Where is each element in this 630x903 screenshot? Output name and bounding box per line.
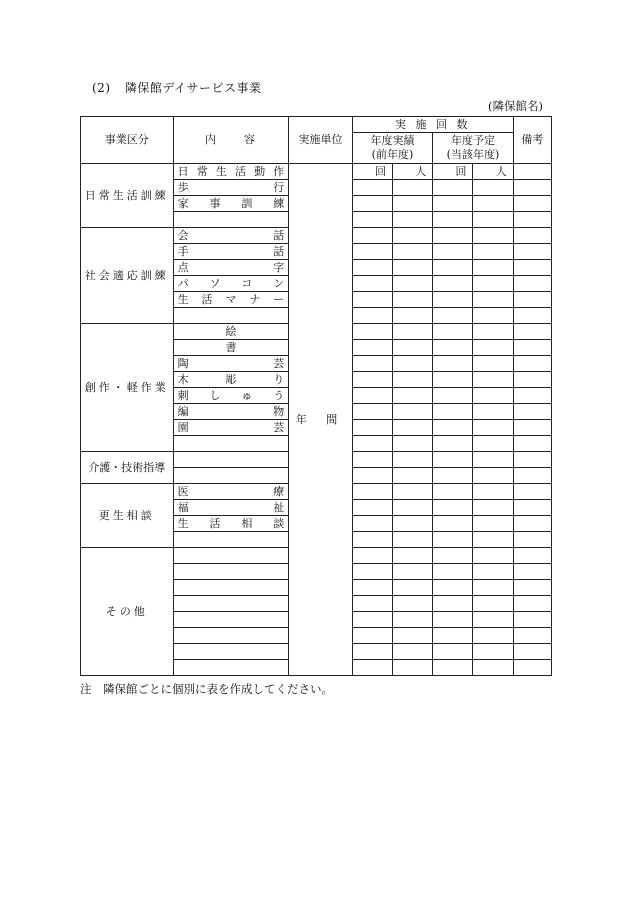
header-plan-line1: 年度予定	[450, 134, 495, 147]
remarks-cell[interactable]	[513, 388, 551, 404]
count-cell[interactable]	[473, 436, 513, 452]
remarks-cell[interactable]	[513, 212, 551, 228]
header-content: 内 容	[173, 117, 289, 164]
content-cell: 日常生活動作	[173, 164, 289, 180]
content-cell: 園芸	[173, 420, 289, 436]
remarks-cell[interactable]	[513, 468, 551, 484]
count-cell[interactable]	[392, 308, 432, 324]
count-cell[interactable]	[392, 228, 432, 244]
content-cell	[173, 580, 289, 596]
category-cell: 更生相談	[81, 484, 174, 548]
count-cell[interactable]	[433, 452, 473, 468]
header-current-year	[433, 133, 514, 164]
count-cell[interactable]	[392, 628, 432, 644]
table-row	[81, 164, 552, 180]
count-cell[interactable]	[352, 244, 392, 260]
remarks-cell[interactable]	[513, 548, 551, 564]
content-cell: 生活相談	[173, 516, 289, 532]
service-table	[80, 116, 552, 676]
count-cell[interactable]	[433, 180, 473, 196]
content-cell	[173, 468, 289, 484]
category-cell: 介護・技術指導	[81, 452, 174, 484]
count-cell[interactable]	[433, 228, 473, 244]
count-cell[interactable]	[433, 436, 473, 452]
count-cell[interactable]	[433, 276, 473, 292]
remarks-cell[interactable]	[513, 324, 551, 340]
count-cell[interactable]	[473, 372, 513, 388]
remarks-cell[interactable]	[513, 516, 551, 532]
count-cell[interactable]	[473, 548, 513, 564]
category-cell: 社会適応訓練	[81, 228, 174, 324]
section-number: (2)	[92, 81, 111, 95]
content-cell	[173, 596, 289, 612]
count-cell[interactable]	[352, 532, 392, 548]
footnote: 注 隣保館ごとに個別に表を作成してください。	[80, 682, 333, 696]
header-previous-line2: (前年度)	[371, 148, 414, 161]
count-cell[interactable]	[473, 180, 513, 196]
remarks-cell[interactable]	[513, 452, 551, 468]
content-cell: 会話	[173, 228, 289, 244]
count-cell[interactable]	[473, 644, 513, 660]
count-cell[interactable]	[392, 356, 432, 372]
remarks-cell[interactable]	[513, 372, 551, 388]
count-cell[interactable]	[433, 596, 473, 612]
count-cell[interactable]	[433, 260, 473, 276]
count-cell[interactable]	[473, 628, 513, 644]
count-cell[interactable]	[352, 180, 392, 196]
content-cell: 陶芸	[173, 356, 289, 372]
count-cell[interactable]	[473, 420, 513, 436]
count-cell[interactable]	[352, 500, 392, 516]
count-cell[interactable]	[433, 500, 473, 516]
count-cell[interactable]	[392, 516, 432, 532]
category-cell: その他	[81, 548, 174, 676]
count-cell[interactable]	[433, 212, 473, 228]
count-cell[interactable]	[473, 356, 513, 372]
hall-name-label: (隣保館名)	[488, 99, 543, 113]
count-cell[interactable]	[352, 212, 392, 228]
count-cell[interactable]	[352, 324, 392, 340]
count-cell[interactable]	[352, 436, 392, 452]
count-cell[interactable]	[392, 484, 432, 500]
remarks-cell[interactable]	[513, 484, 551, 500]
count-cell[interactable]	[433, 388, 473, 404]
count-cell[interactable]	[392, 372, 432, 388]
count-cell[interactable]	[433, 404, 473, 420]
count-cell[interactable]	[392, 532, 432, 548]
count-cell[interactable]	[392, 500, 432, 516]
remarks-cell[interactable]	[513, 436, 551, 452]
content-cell: 家事訓練	[173, 196, 289, 212]
count-cell[interactable]	[352, 196, 392, 212]
section-title: 隣保館デイサービス事業	[124, 81, 262, 95]
content-cell	[173, 548, 289, 564]
remarks-cell[interactable]	[513, 644, 551, 660]
remarks-cell[interactable]	[513, 580, 551, 596]
count-cell[interactable]	[352, 308, 392, 324]
count-cell[interactable]	[392, 324, 432, 340]
count-cell[interactable]	[433, 468, 473, 484]
content-cell: 手話	[173, 244, 289, 260]
count-cell[interactable]	[352, 356, 392, 372]
count-cell[interactable]	[392, 212, 432, 228]
content-cell	[173, 436, 289, 452]
count-cell[interactable]	[473, 452, 513, 468]
times-label: 回	[433, 164, 473, 180]
count-cell[interactable]	[433, 324, 473, 340]
count-cell[interactable]	[473, 260, 513, 276]
count-cell[interactable]	[473, 660, 513, 676]
count-cell[interactable]	[392, 564, 432, 580]
count-cell[interactable]	[473, 580, 513, 596]
content-cell	[173, 308, 289, 324]
content-cell: パソコン	[173, 276, 289, 292]
count-cell[interactable]	[433, 420, 473, 436]
count-cell[interactable]	[433, 356, 473, 372]
content-cell	[173, 452, 289, 468]
count-cell[interactable]	[352, 548, 392, 564]
count-cell[interactable]	[352, 612, 392, 628]
remarks-cell[interactable]	[513, 164, 551, 180]
header-plan-line2: (当該年度)	[446, 148, 500, 161]
count-cell[interactable]	[433, 196, 473, 212]
count-cell[interactable]	[473, 228, 513, 244]
content-cell	[173, 644, 289, 660]
remarks-cell[interactable]	[513, 260, 551, 276]
count-cell[interactable]	[473, 276, 513, 292]
count-cell[interactable]	[352, 260, 392, 276]
remarks-cell[interactable]	[513, 244, 551, 260]
category-cell: 日常生活訓練	[81, 164, 174, 228]
count-cell[interactable]	[392, 404, 432, 420]
count-cell[interactable]	[473, 532, 513, 548]
count-cell[interactable]	[352, 404, 392, 420]
count-cell[interactable]	[352, 484, 392, 500]
header-remarks: 備考	[513, 117, 551, 164]
count-cell[interactable]	[473, 404, 513, 420]
content-cell	[173, 532, 289, 548]
content-cell: 書	[173, 340, 289, 356]
count-cell[interactable]	[473, 516, 513, 532]
count-cell[interactable]	[433, 484, 473, 500]
count-cell[interactable]	[433, 644, 473, 660]
count-cell[interactable]	[392, 244, 432, 260]
count-cell[interactable]	[433, 532, 473, 548]
count-cell[interactable]	[473, 612, 513, 628]
content-cell	[173, 212, 289, 228]
count-cell[interactable]	[473, 388, 513, 404]
remarks-cell[interactable]	[513, 308, 551, 324]
count-cell[interactable]	[473, 340, 513, 356]
content-cell	[173, 660, 289, 676]
content-cell: 絵	[173, 324, 289, 340]
count-cell[interactable]	[352, 276, 392, 292]
content-cell	[173, 564, 289, 580]
remarks-cell[interactable]	[513, 564, 551, 580]
remarks-cell[interactable]	[513, 276, 551, 292]
count-cell[interactable]	[473, 212, 513, 228]
count-cell[interactable]	[392, 612, 432, 628]
count-cell[interactable]	[392, 196, 432, 212]
header-row	[81, 117, 552, 133]
count-cell[interactable]	[352, 228, 392, 244]
content-cell	[173, 628, 289, 644]
count-cell[interactable]	[352, 420, 392, 436]
count-cell[interactable]	[352, 340, 392, 356]
count-cell[interactable]	[473, 468, 513, 484]
count-cell[interactable]	[473, 196, 513, 212]
header-previous-year	[352, 133, 433, 164]
count-cell[interactable]	[433, 372, 473, 388]
content-cell: 点字	[173, 260, 289, 276]
header-unit: 実施単位	[289, 117, 352, 164]
count-cell[interactable]	[392, 580, 432, 596]
count-cell[interactable]	[392, 436, 432, 452]
count-cell[interactable]	[433, 516, 473, 532]
count-cell[interactable]	[352, 564, 392, 580]
count-cell[interactable]	[433, 548, 473, 564]
remarks-cell[interactable]	[513, 292, 551, 308]
remarks-cell[interactable]	[513, 596, 551, 612]
count-cell[interactable]	[352, 660, 392, 676]
people-label: 人	[392, 164, 432, 180]
remarks-cell[interactable]	[513, 612, 551, 628]
content-cell: 木彫り	[173, 372, 289, 388]
count-cell[interactable]	[473, 564, 513, 580]
category-cell: 創作・軽作業	[81, 324, 174, 452]
count-cell[interactable]	[392, 420, 432, 436]
count-cell[interactable]	[433, 612, 473, 628]
count-cell[interactable]	[392, 596, 432, 612]
content-cell: 刺しゅう	[173, 388, 289, 404]
count-cell[interactable]	[473, 244, 513, 260]
content-cell: 医療	[173, 484, 289, 500]
content-cell: 編物	[173, 404, 289, 420]
count-cell[interactable]	[433, 292, 473, 308]
content-cell: 歩行	[173, 180, 289, 196]
count-cell[interactable]	[433, 340, 473, 356]
remarks-cell[interactable]	[513, 228, 551, 244]
times-label: 回	[352, 164, 392, 180]
count-cell[interactable]	[433, 580, 473, 596]
unit-cell: 年 間	[289, 164, 352, 676]
section-heading	[92, 79, 262, 96]
count-cell[interactable]	[392, 388, 432, 404]
count-cell[interactable]	[473, 596, 513, 612]
count-cell[interactable]	[433, 308, 473, 324]
count-cell[interactable]	[392, 548, 432, 564]
remarks-cell[interactable]	[513, 180, 551, 196]
count-cell[interactable]	[473, 292, 513, 308]
content-cell: 福祉	[173, 500, 289, 516]
header-category: 事業区分	[81, 117, 174, 164]
count-cell[interactable]	[392, 468, 432, 484]
count-cell[interactable]	[352, 468, 392, 484]
count-cell[interactable]	[352, 372, 392, 388]
count-cell[interactable]	[392, 276, 432, 292]
remarks-cell[interactable]	[513, 532, 551, 548]
count-cell[interactable]	[352, 628, 392, 644]
count-cell[interactable]	[473, 324, 513, 340]
count-cell[interactable]	[473, 484, 513, 500]
remarks-cell[interactable]	[513, 196, 551, 212]
remarks-cell[interactable]	[513, 420, 551, 436]
remarks-cell[interactable]	[513, 356, 551, 372]
count-cell[interactable]	[392, 260, 432, 276]
count-cell[interactable]	[392, 292, 432, 308]
remarks-cell[interactable]	[513, 404, 551, 420]
count-cell[interactable]	[473, 500, 513, 516]
count-cell[interactable]	[392, 644, 432, 660]
count-cell[interactable]	[392, 452, 432, 468]
count-cell[interactable]	[352, 452, 392, 468]
remarks-cell[interactable]	[513, 660, 551, 676]
count-cell[interactable]	[433, 564, 473, 580]
count-cell[interactable]	[352, 580, 392, 596]
count-cell[interactable]	[433, 628, 473, 644]
count-cell[interactable]	[352, 516, 392, 532]
remarks-cell[interactable]	[513, 500, 551, 516]
count-cell[interactable]	[392, 660, 432, 676]
header-previous-line1: 年度実績	[370, 134, 415, 147]
count-cell[interactable]	[352, 644, 392, 660]
count-cell[interactable]	[352, 292, 392, 308]
content-cell	[173, 612, 289, 628]
count-cell[interactable]	[392, 340, 432, 356]
count-cell[interactable]	[473, 308, 513, 324]
count-cell[interactable]	[433, 244, 473, 260]
count-cell[interactable]	[352, 388, 392, 404]
people-label: 人	[473, 164, 513, 180]
content-cell: 生活マナー	[173, 292, 289, 308]
count-cell[interactable]	[392, 180, 432, 196]
remarks-cell[interactable]	[513, 340, 551, 356]
count-cell[interactable]	[352, 596, 392, 612]
count-cell[interactable]	[433, 660, 473, 676]
header-count: 実 施 回 数	[352, 117, 513, 133]
remarks-cell[interactable]	[513, 628, 551, 644]
